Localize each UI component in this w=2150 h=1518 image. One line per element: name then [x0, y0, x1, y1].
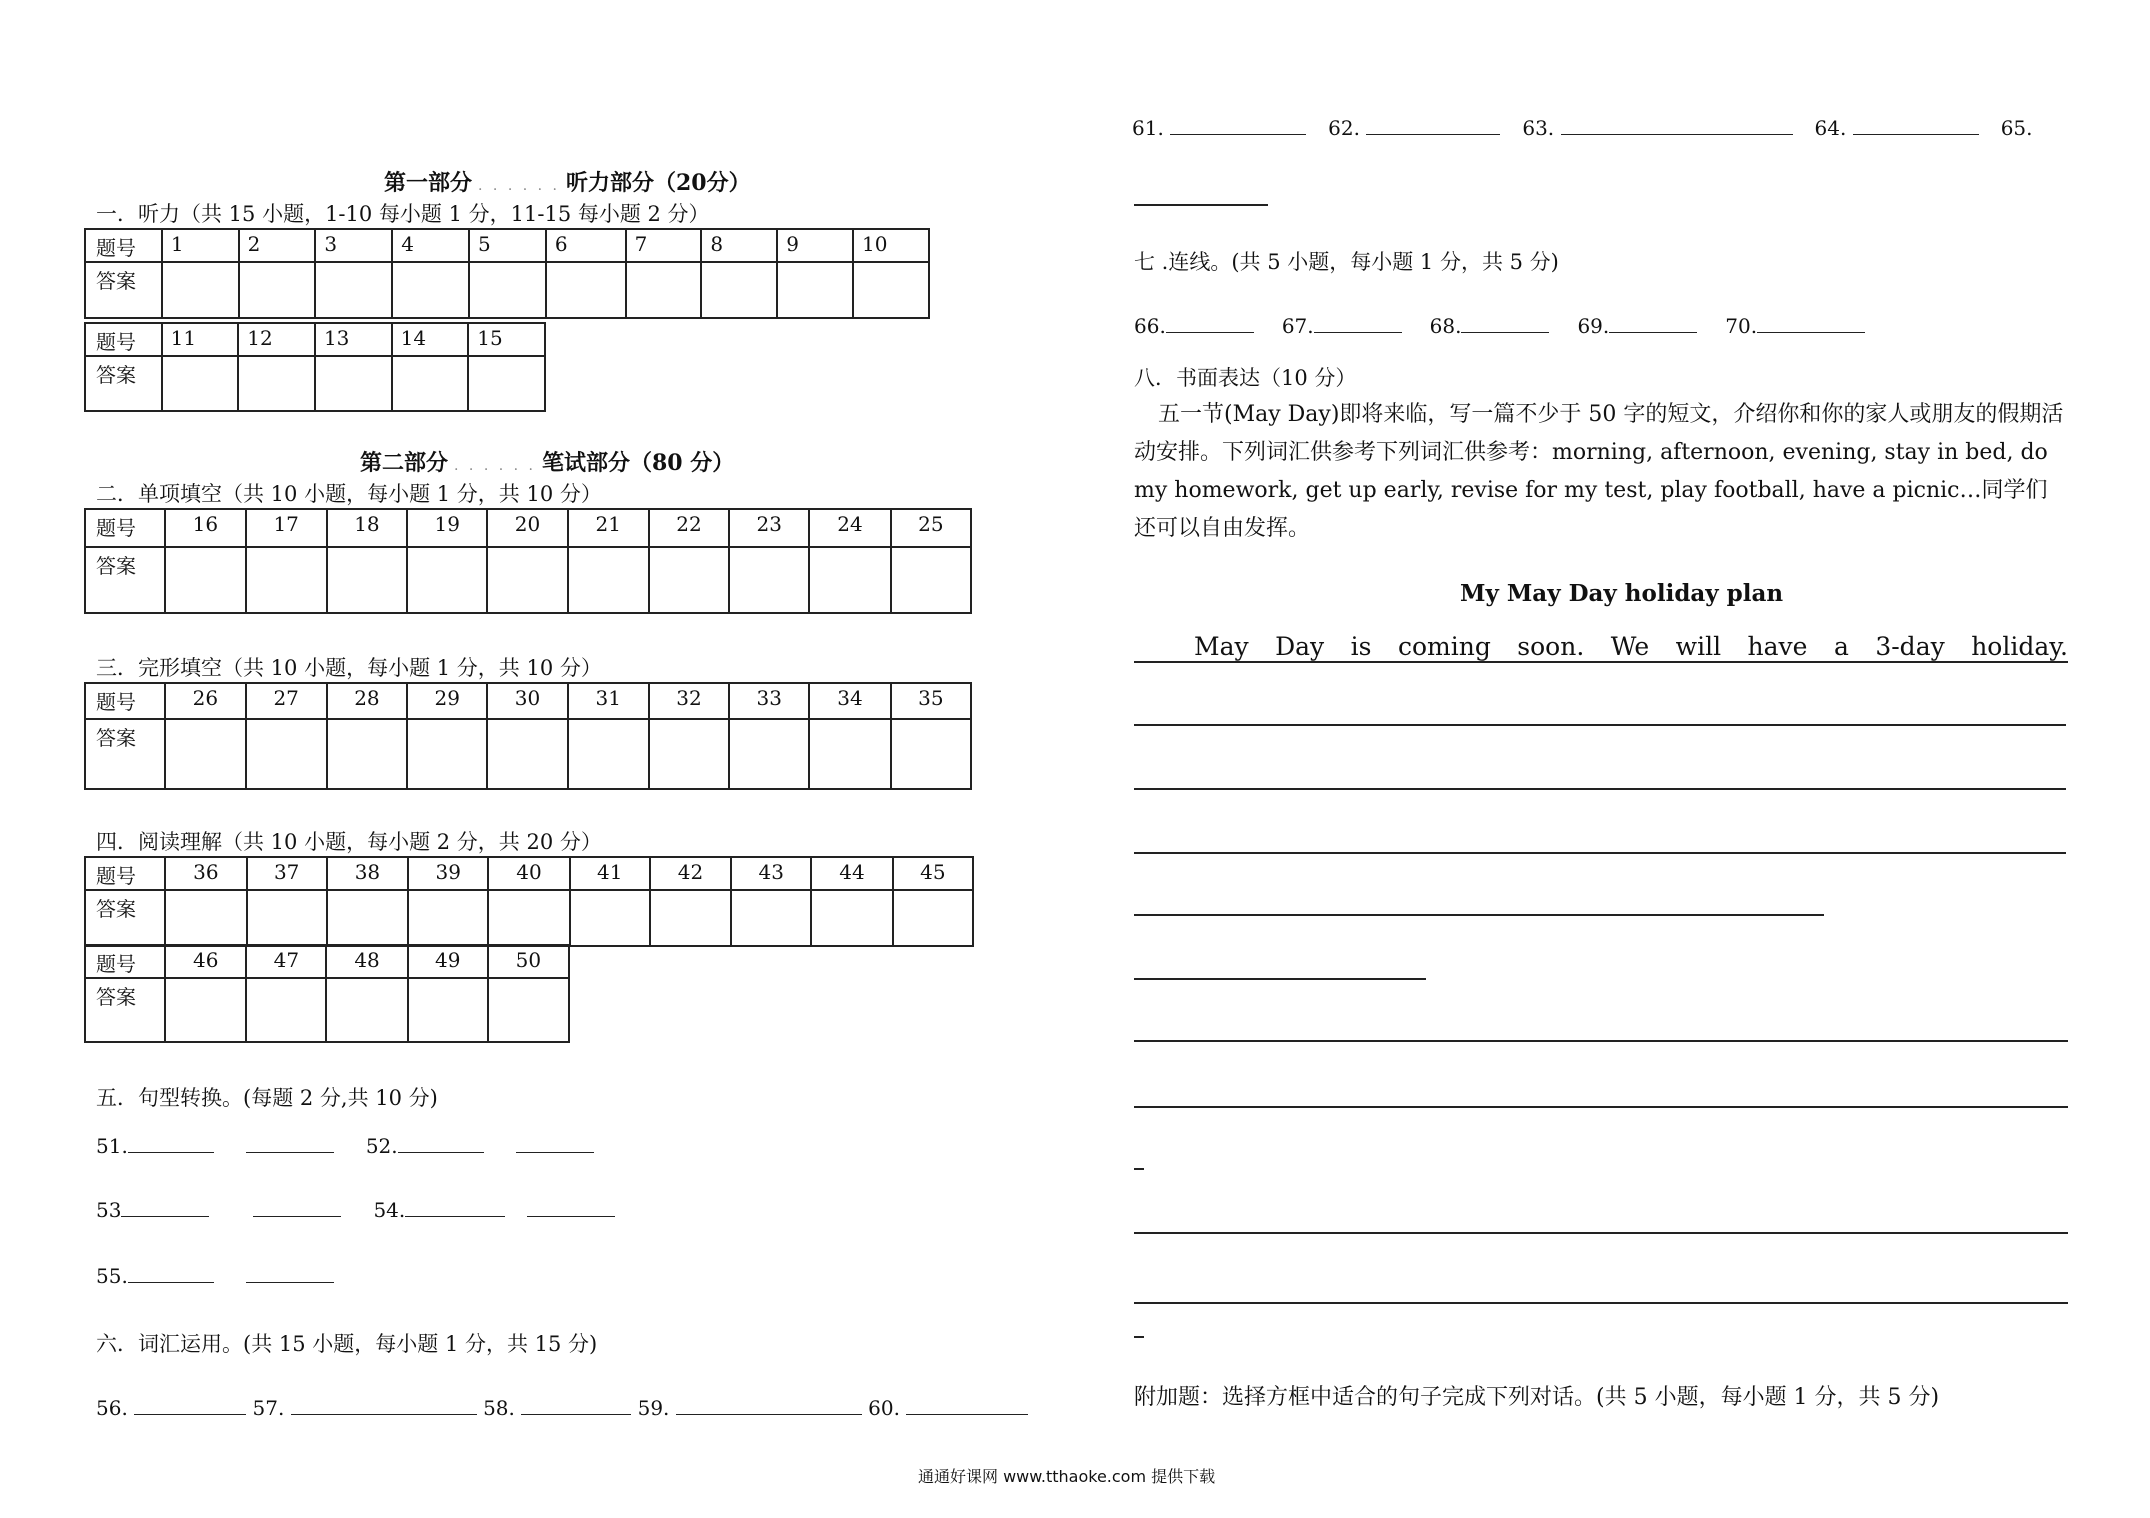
question-number: 2: [239, 229, 316, 262]
writing-line[interactable]: [1134, 1302, 2068, 1304]
answer-blank[interactable]: [246, 1134, 334, 1153]
answer-cell[interactable]: [165, 890, 246, 946]
question-number: 37: [247, 857, 327, 890]
answer-cell[interactable]: [568, 547, 649, 613]
answer-table-4: [84, 856, 974, 947]
section1-heading: 一．听力（共 15 小题，1-10 每小题 1 分，11-15 每小题 2 分）: [96, 202, 710, 226]
question-number: 41: [570, 857, 650, 890]
question-number: 33: [729, 683, 809, 719]
row-label-a: 答案: [85, 719, 165, 789]
question-number: 34: [809, 683, 890, 719]
question-number: 5: [469, 229, 546, 262]
answer-blank[interactable]: [128, 1264, 214, 1283]
answer-cell[interactable]: [891, 719, 971, 789]
question-number: 17: [246, 509, 327, 547]
question-number: 50: [488, 945, 569, 978]
answer-cell[interactable]: [649, 547, 729, 613]
q56-60-line: 56. 57. 58. 59. 60.: [96, 1396, 1028, 1420]
writing-line[interactable]: [1134, 1168, 1144, 1170]
row-label-q: 题号: [85, 945, 165, 978]
answer-cell[interactable]: [731, 890, 811, 946]
row-label-a: 答案: [85, 262, 162, 318]
question-number: 21: [568, 509, 649, 547]
answer-cell[interactable]: [407, 719, 487, 789]
section5-heading: 五．句型转换。(每题 2 分,共 10 分): [96, 1086, 438, 1110]
q51-line: 51. 52.: [96, 1134, 594, 1158]
row-label-a: 答案: [85, 978, 165, 1042]
writing-line[interactable]: [1134, 1336, 1144, 1338]
question-number: 45: [893, 857, 973, 890]
question-number: 6: [546, 229, 626, 262]
answer-blank[interactable]: [1853, 116, 1979, 135]
answer-blank[interactable]: [527, 1198, 615, 1217]
section2-heading: 二．单项填空（共 10 小题，每小题 1 分，共 10 分）: [96, 482, 602, 506]
q61-65-line: 61. 62. 63. 64. 65.: [1132, 116, 2033, 140]
writing-line[interactable]: [1134, 1106, 2068, 1108]
answer-blank[interactable]: [246, 1264, 334, 1283]
question-number: 10: [853, 229, 929, 262]
answer-blank[interactable]: [1314, 314, 1402, 333]
answer-cell[interactable]: [626, 262, 702, 318]
row-label-a: 答案: [85, 547, 165, 613]
question-number: 26: [165, 683, 245, 719]
row-label-q: 题号: [85, 683, 165, 719]
answer-cell[interactable]: [165, 547, 245, 613]
answer-cell[interactable]: [893, 890, 973, 946]
answer-cell[interactable]: [165, 978, 246, 1042]
writing-line[interactable]: [1134, 1040, 2068, 1042]
writing-line[interactable]: [1134, 1232, 2068, 1234]
question-number: 27: [246, 683, 327, 719]
answer-blank[interactable]: [1757, 314, 1865, 333]
question-number: 39: [408, 857, 488, 890]
question-number: 36: [165, 857, 246, 890]
answer-cell[interactable]: [408, 890, 488, 946]
writing-line[interactable]: [1134, 914, 1824, 916]
answer-cell[interactable]: [570, 890, 650, 946]
row-label-q: 题号: [85, 857, 165, 890]
writing-line[interactable]: [1134, 852, 2066, 854]
answer-blank[interactable]: [1166, 314, 1254, 333]
answer-cell[interactable]: [315, 356, 392, 411]
answer-blank[interactable]: [1561, 116, 1793, 135]
answer-cell[interactable]: [469, 262, 546, 318]
answer-cell[interactable]: [701, 262, 777, 318]
question-number: 25: [891, 509, 971, 547]
section7-heading: 七 .连线。(共 5 小题，每小题 1 分，共 5 分): [1134, 250, 1559, 274]
answer-cell[interactable]: [488, 978, 569, 1042]
row-label-a: 答案: [85, 356, 162, 411]
question-number: 40: [488, 857, 569, 890]
answer-table-2: [84, 508, 972, 614]
answer-blank[interactable]: [906, 1396, 1028, 1415]
answer-table-1b: [84, 322, 546, 412]
answer-cell[interactable]: [162, 356, 239, 411]
answer-blank[interactable]: [121, 1198, 209, 1217]
answer-cell[interactable]: [468, 356, 545, 411]
question-number: 38: [327, 857, 408, 890]
question-number: 48: [326, 945, 407, 978]
q53-line: 53 54.: [96, 1198, 615, 1222]
question-number: 28: [327, 683, 407, 719]
essay-first-line: May Day is coming soon. We will have a 3-day holiday.: [1134, 632, 2068, 663]
row-label-q: 题号: [85, 509, 165, 547]
answer-cell[interactable]: [162, 262, 239, 318]
question-number: 24: [809, 509, 890, 547]
answer-cell[interactable]: [811, 890, 892, 946]
row-label-q: 题号: [85, 323, 162, 356]
footer-credit: 通通好课网 www.tthaoke.com 提供下载: [918, 1467, 1216, 1486]
question-number: 42: [650, 857, 731, 890]
answer-table-1: [84, 228, 930, 319]
answer-cell[interactable]: [650, 890, 731, 946]
question-number: 29: [407, 683, 487, 719]
row-label-a: 答案: [85, 890, 165, 946]
question-number: 11: [162, 323, 239, 356]
question-number: 32: [649, 683, 729, 719]
answer-blank[interactable]: [134, 1396, 246, 1415]
answer-table-3: [84, 682, 972, 790]
answer-cell[interactable]: [327, 890, 408, 946]
question-number: 7: [626, 229, 702, 262]
answer-cell[interactable]: [315, 262, 392, 318]
answer-cell[interactable]: [777, 262, 853, 318]
answer-blank[interactable]: [1461, 314, 1549, 333]
q66-70-line: 66. 67. 68. 69. 70.: [1134, 314, 1865, 338]
question-number: 43: [731, 857, 811, 890]
question-number: 31: [568, 683, 649, 719]
answer-cell[interactable]: [729, 547, 809, 613]
question-number: 3: [315, 229, 392, 262]
section3-heading: 三．完形填空（共 10 小题，每小题 1 分，共 10 分）: [96, 656, 602, 680]
answer-blank[interactable]: [1134, 204, 1268, 206]
answer-cell[interactable]: [392, 262, 469, 318]
answer-cell[interactable]: [165, 719, 245, 789]
answer-blank[interactable]: [253, 1198, 341, 1217]
answer-cell[interactable]: [809, 547, 890, 613]
question-number: 14: [392, 323, 469, 356]
writing-line[interactable]: [1134, 724, 2066, 726]
answer-cell[interactable]: [327, 719, 407, 789]
answer-cell[interactable]: [246, 547, 327, 613]
question-number: 1: [162, 229, 239, 262]
question-number: 15: [468, 323, 545, 356]
question-number: 19: [407, 509, 487, 547]
question-number: 46: [165, 945, 246, 978]
answer-cell[interactable]: [408, 978, 488, 1042]
question-number: 9: [777, 229, 853, 262]
answer-cell[interactable]: [809, 719, 890, 789]
answer-blank[interactable]: [676, 1396, 862, 1415]
question-number: 47: [246, 945, 326, 978]
essay-title: My May Day holiday plan: [1460, 580, 1784, 607]
answer-blank[interactable]: [1170, 116, 1306, 135]
answer-blank[interactable]: [291, 1396, 477, 1415]
q55-line: 55.: [96, 1264, 334, 1288]
answer-cell[interactable]: [246, 719, 327, 789]
bonus-heading: 附加题：选择方框中适合的句子完成下列对话。(共 5 小题，每小题 1 分，共 5 分): [1134, 1385, 1940, 1410]
question-number: 16: [165, 509, 245, 547]
question-number: 18: [327, 509, 407, 547]
question-number: 12: [238, 323, 315, 356]
answer-cell[interactable]: [891, 547, 971, 613]
answer-cell[interactable]: [407, 547, 487, 613]
answer-cell[interactable]: [487, 719, 567, 789]
writing-line[interactable]: [1134, 788, 2066, 790]
writing-line[interactable]: [1134, 978, 1426, 980]
answer-cell[interactable]: [327, 547, 407, 613]
question-number: 23: [729, 509, 809, 547]
question-number: 20: [487, 509, 567, 547]
question-number: 22: [649, 509, 729, 547]
answer-blank[interactable]: [405, 1198, 505, 1217]
part1-title: 第一部分 . . . . . . 听力部分（20分）: [384, 170, 751, 196]
answer-cell[interactable]: [488, 890, 569, 946]
answer-cell[interactable]: [326, 978, 407, 1042]
question-number: 44: [811, 857, 892, 890]
answer-cell[interactable]: [239, 262, 316, 318]
answer-blank[interactable]: [398, 1134, 484, 1153]
answer-cell[interactable]: [487, 547, 567, 613]
section4-heading: 四．阅读理解（共 10 小题，每小题 2 分，共 20 分）: [96, 830, 602, 854]
question-number: 49: [408, 945, 488, 978]
question-number: 30: [487, 683, 567, 719]
answer-cell[interactable]: [729, 719, 809, 789]
answer-cell[interactable]: [247, 890, 327, 946]
section8-heading: 八．书面表达（10 分）: [1134, 366, 1357, 390]
answer-cell[interactable]: [392, 356, 469, 411]
answer-blank[interactable]: [1366, 116, 1500, 135]
answer-table-4b: [84, 944, 570, 1043]
answer-cell[interactable]: [853, 262, 929, 318]
answer-blank[interactable]: [128, 1134, 214, 1153]
answer-cell[interactable]: [546, 262, 626, 318]
answer-cell[interactable]: [568, 719, 649, 789]
row-label-q: 题号: [85, 229, 162, 262]
answer-cell[interactable]: [246, 978, 326, 1042]
part2-title: 第二部分 . . . . . . 笔试部分（80 分）: [360, 450, 735, 476]
answer-blank[interactable]: [516, 1134, 594, 1153]
question-number: 35: [891, 683, 971, 719]
writing-prompt: 五一节(May Day)即将来临，写一篇不少于 50 字的短文，介绍你和你的家人或朋友的假期活动安排。下列词汇供参考下列词汇供参考：morning, afternoon, evening, stay in bed, do my homework, get up early, revise for my test, play football, have a picnic…同学们还可以自由发挥。: [1134, 402, 2064, 541]
answer-blank[interactable]: [521, 1396, 631, 1415]
answer-cell[interactable]: [238, 356, 315, 411]
section6-heading: 六．词汇运用。(共 15 小题，每小题 1 分，共 15 分): [96, 1332, 598, 1356]
answer-blank[interactable]: [1609, 314, 1697, 333]
answer-cell[interactable]: [649, 719, 729, 789]
question-number: 4: [392, 229, 469, 262]
question-number: 13: [315, 323, 392, 356]
question-number: 8: [701, 229, 777, 262]
